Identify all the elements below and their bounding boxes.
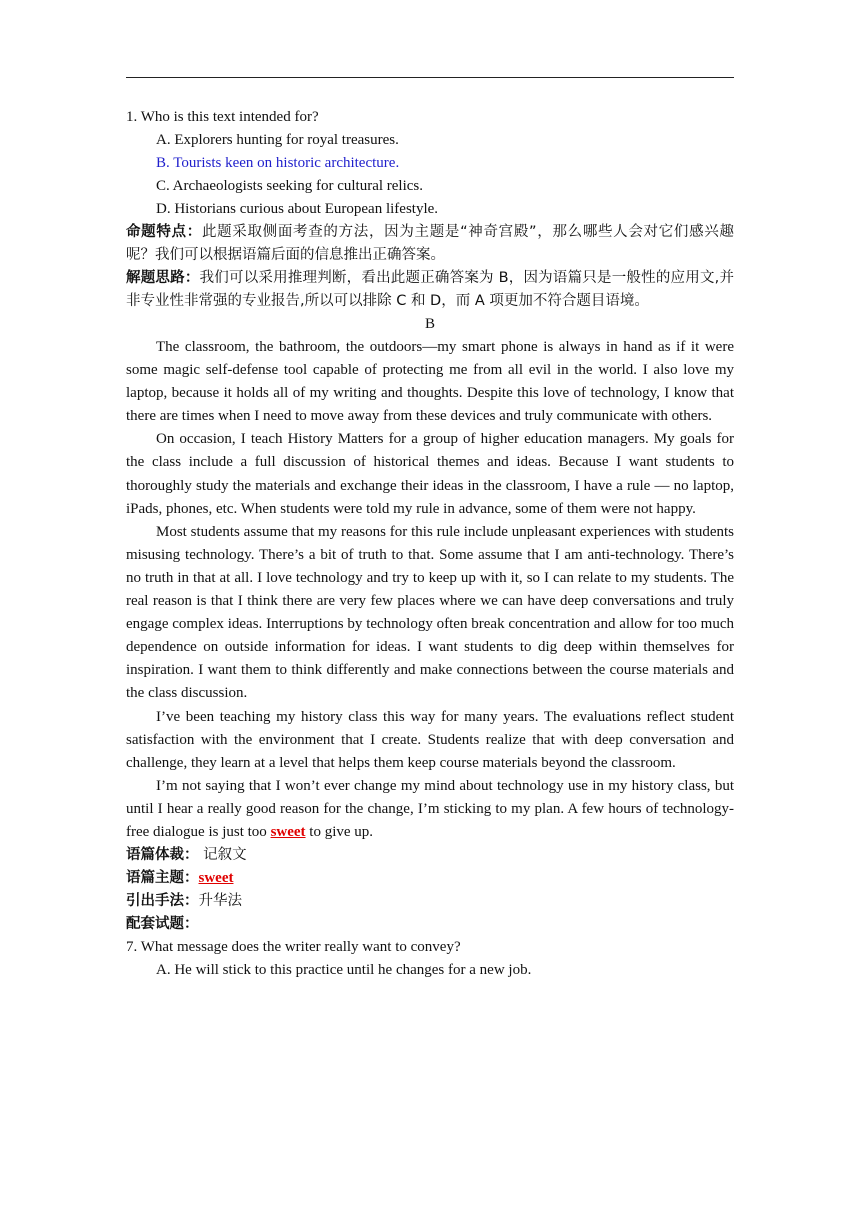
paragraph-5-text: I’m not saying that I won’t ever change my mind about technology use in my history class, but until I hear a really good reason for the change, I’m sticking to my plan. A few hours of technology-free dialogue is just too	[126, 777, 734, 840]
q1-question: 1. Who is this text intended for?	[126, 109, 319, 125]
paragraph-5-tail: to give up.	[305, 823, 374, 840]
feature-text: 此题采取侧面考查的方法，因为主题是“神奇宫殿”，那么哪些人会对它们感兴趣呢？我们可以根据语篇后面的信息推出正确答案。	[126, 224, 734, 263]
idea-label: 解题思路：	[126, 270, 200, 286]
exercise-label: 配套试题：	[126, 916, 199, 933]
q7-option-a: A. He will stick to this practice until he changes for a new job.	[156, 962, 532, 979]
exercise-row	[126, 913, 734, 936]
genre-label: 语篇体裁：	[126, 847, 199, 864]
method-row	[126, 890, 734, 913]
section-heading: B	[424, 316, 435, 332]
passage-paragraph-1: The classroom, the bathroom, the outdoors—my smart phone is always in hand as if it were some magic self-defense tool capable of protecting me from all evil in the world. I also love my laptop, because it holds all of my writing and thoughts. Despite this love of technology, I know that there are times when I need to move away from these devices and truly communicate with others.	[126, 339, 734, 425]
theme-value: sweet	[198, 870, 234, 887]
q1-option-a: A. Explorers hunting for royal treasures.	[156, 132, 399, 148]
method-value: 升华法	[198, 893, 242, 910]
q7-question: 7. What message does the writer really want to convey?	[126, 939, 461, 956]
genre-value: 记叙文	[198, 847, 247, 864]
q1-option-d: D. Historians curious about European lifestyle.	[156, 201, 439, 217]
passage-paragraph-5	[126, 775, 734, 844]
passage-paragraph-2: On occasion, I teach History Matters for a group of higher education managers. My goals for the class include a full discussion of historical themes and ideas. Because I want students to thoroughly study the materials and exchange their ideas in the classroom, I have a rule — no laptop, iPads, phones, etc. When students were told my rule in advance, some of them were not happy.	[126, 431, 734, 517]
passage-paragraph-3: Most students assume that my reasons for this rule include unpleasant experiences with students misusing technology. There’s a bit of truth to that. Some assume that I am anti-technology. There’s no truth in that at all. I love technology and try to keep up with it, so I can relate to my students. The real reason is that I think there are very few places where we can have deep conversations and truly engage complex ideas. Interruptions by technology often break concentration and allow for too much dependence on outside information for ideas. I want students to dig deep within themselves for inspiration. I want them to think differently and make connections between the course materials and the class discussion.	[126, 523, 734, 702]
genre-row	[126, 844, 734, 867]
q1-option-b-answer: B. Tourists keen on historic architecture.	[156, 155, 400, 171]
header-rule	[126, 77, 734, 78]
passage-paragraph-4: I’ve been teaching my history class this way for many years. The evaluations reflect student satisfaction with the environment that I create. Students realize that with deep conversation and challenge, they learn at a level that helps them keep course materials beyond the classroom.	[126, 708, 734, 771]
idea-text: 我们可以采用推理判断，看出此题正确答案为 B，因为语篇只是一般性的应用文,并非专业性非常强的专业报告,所以可以排除 C 和 D，而 A 项更加不符合题目语境。	[126, 270, 735, 309]
keyword-sweet: sweet	[270, 823, 306, 840]
theme-label: 语篇主题：	[126, 870, 199, 887]
q1-feature-note	[126, 221, 734, 267]
q1-option-c: C. Archaeologists seeking for cultural relics.	[156, 178, 424, 194]
document-body	[126, 106, 734, 982]
feature-label: 命题特点：	[126, 224, 202, 240]
q1-idea-note	[126, 267, 734, 313]
method-label: 引出手法：	[126, 893, 199, 910]
theme-row	[126, 867, 734, 890]
